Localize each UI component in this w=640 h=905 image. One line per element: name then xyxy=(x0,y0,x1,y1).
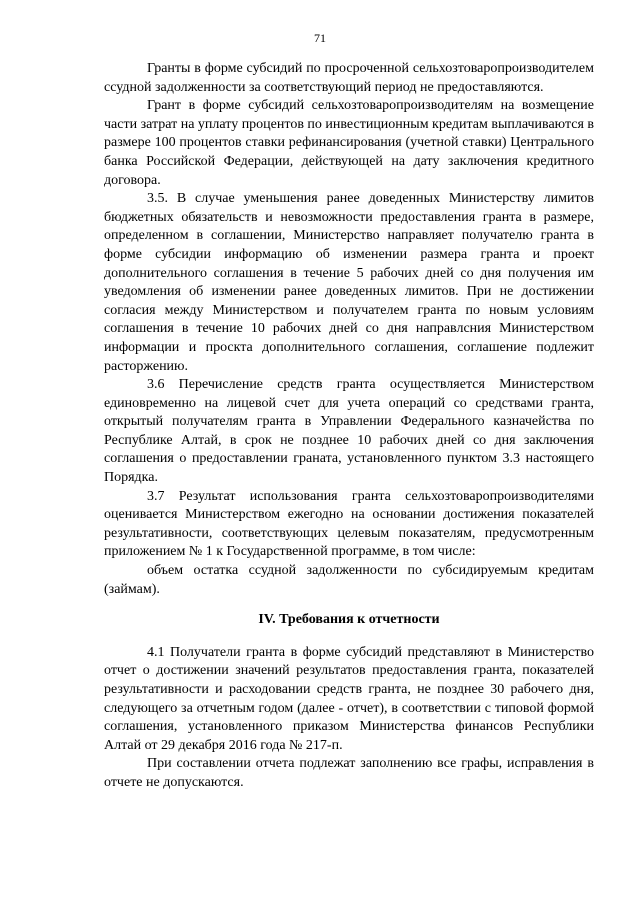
paragraph-loan-balance: объем остатка ссудной задолженности по субсидируемым кредитам (займам). xyxy=(104,563,594,597)
paragraph-grants-overdue: Гранты в форме субсидий по просроченной сельхозтоваропроизводителем ссудной задолженности за соответствующий период не предоставляются. xyxy=(104,61,594,95)
paragraph-grant-interest: Грант в форме субсидий сельхозтоваропроизводителям на возмещение части затрат на уплату процентов по инвестиционным кредитам выплачиваются в размере 100 процентов ставки рефинансирования (учетной ставки) Центрального банка Российской Федерации, действующей на дату заключения кредитного договора. xyxy=(104,98,595,188)
paragraph-3-5: 3.5. В случае уменьшения ранее доведенных Министерству лимитов бюджетных обязательств и невозможности предоставления гранта в размере, определенном в соглашении, Министерство направляет получателю гранта в форме субсидии информацию об изменении размера гранта и проект дополнительного соглашения в течение 5 рабочих дней со дня получения им уведомления об изменении ранее доведенных лимитов. При не достижении согласия между Министерством и получателем гранта по новым условиям соглашения в течение 10 рабочих дней со дня направлсния Министерством информации и проскта дополнительного соглашения, соглашение подлежит расторжению. xyxy=(104,191,594,374)
paragraph-3-6: 3.6 Перечисление средств гранта осуществляется Министерством единовременно на лицевой счет для учета операций со средствами гранта, открытый получателям гранта в Управлении Федерального казначейства по Республике Алтай, в срок не позднее 10 рабочих дней со дня заключения соглашения о предоставлении граната, установленного пунктом 3.3 настоящего Порядка. xyxy=(104,377,594,486)
document-body xyxy=(104,60,594,793)
section-heading: IV. Требования к отчетности xyxy=(258,612,440,628)
paragraph-report-rules: При составлении отчета подлежат заполнению все графы, исправления в отчете не допускаются. xyxy=(104,756,594,790)
paragraph-4-1: 4.1 Получатели гранта в форме субсидий представляют в Министерство отчет о достижении значений результатов предоставления гранта, показателей результативности и расходовании средств гранта, не позднее 30 рабочего дня, следующего за отчетным годом (далее - отчет), в соответствии с типовой формой соглашения, установленного приказом Министерства финансов Республики Алтай от 29 декабря 2016 года № 217-п. xyxy=(104,644,594,753)
paragraph-3-7: 3.7 Результат использования гранта сельхозтоваропроизводителями оценивается Министерством ежегодно на основании достижения показателей результативности, соответствующих целевым показателям, предусмотренным приложением № 1 к Государственной программе, в том числе: xyxy=(104,488,594,560)
page-number: 71 xyxy=(314,31,326,45)
